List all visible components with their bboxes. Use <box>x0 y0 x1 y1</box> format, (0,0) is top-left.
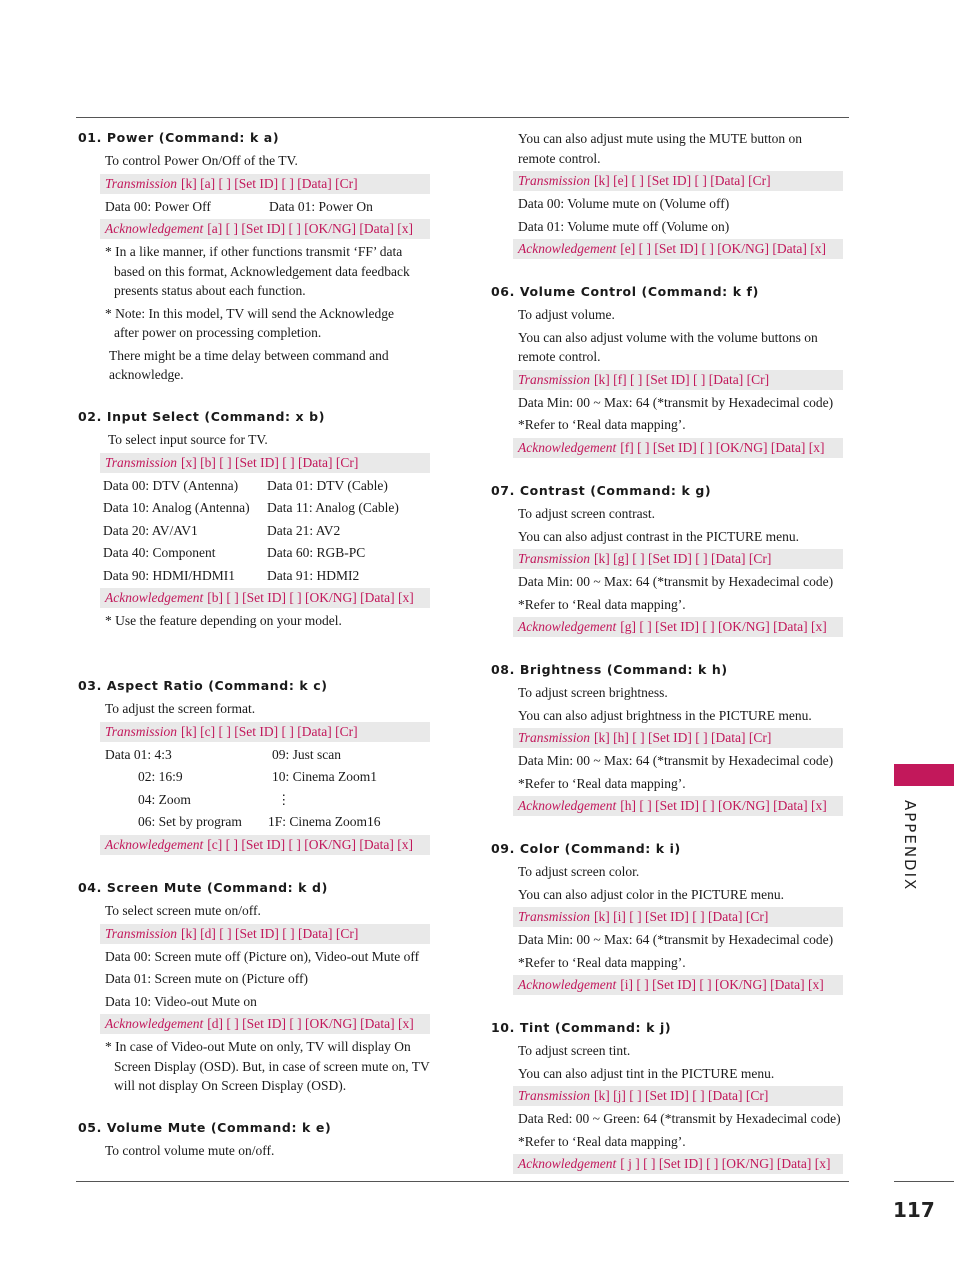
data-value: Data 91: HDMI2 <box>267 567 360 583</box>
transmission-label: Transmission <box>518 730 591 745</box>
transmission-row <box>513 728 843 748</box>
acknowledgement-row <box>513 617 843 637</box>
section-description: To adjust volume. <box>518 307 615 322</box>
transmission-label: Transmission <box>518 551 591 566</box>
acknowledgement-label: Acknowledgement <box>105 1016 204 1031</box>
acknowledgement-label: Acknowledgement <box>518 619 617 634</box>
data-range: Data Min: 00 ~ Max: 64 (*transmit by Hexadecimal code) <box>518 394 834 410</box>
transmission-format: [k] [a] [ ] [Set ID] [ ] [Data] [Cr] <box>181 175 358 191</box>
acknowledgement-label: Acknowledgement <box>105 836 204 852</box>
appendix-tab-marker <box>894 764 954 786</box>
data-value: 04: Zoom <box>138 791 191 807</box>
section-volume-mute <box>76 1119 436 1164</box>
data-value: Data 60: RGB-PC <box>267 545 366 560</box>
transmission-row <box>100 924 430 944</box>
data-value: Data 10: Video-out Mute on <box>105 993 257 1009</box>
transmission-row <box>100 174 430 194</box>
transmission-row <box>513 907 843 927</box>
transmission-format: [k] [e] [ ] [Set ID] [ ] [Data] [Cr] <box>594 173 771 188</box>
transmission-label: Transmission <box>105 925 178 941</box>
acknowledgement-format: [i] [ ] [Set ID] [ ] [OK/NG] [Data] [x] <box>620 977 824 992</box>
reference-note: *Refer to ‘Real data mapping’. <box>518 775 686 791</box>
data-pair <box>76 543 436 563</box>
data-value: 09: Just scan <box>272 746 341 762</box>
acknowledgement-label: Acknowledgement <box>518 798 617 813</box>
section-description: To adjust screen brightness. <box>518 685 668 700</box>
data-value: Data 00: DTV (Antenna) <box>103 477 239 493</box>
acknowledgement-label: Acknowledgement <box>518 1156 617 1171</box>
acknowledgement-row <box>100 835 430 855</box>
reference-note: *Refer to ‘Real data mapping’. <box>518 417 686 432</box>
data-pair <box>76 476 436 496</box>
section-description: To adjust screen tint. <box>518 1043 631 1058</box>
transmission-format: [k] [c] [ ] [Set ID] [ ] [Data] [Cr] <box>181 723 358 739</box>
acknowledgement-format: [f] [ ] [Set ID] [ ] [OK/NG] [Data] [x] <box>620 439 825 455</box>
data-pair <box>76 767 436 787</box>
transmission-label: Transmission <box>518 173 591 188</box>
data-pair <box>76 498 436 518</box>
acknowledgement-format: [c] [ ] [Set ID] [ ] [OK/NG] [Data] [x] <box>207 836 414 852</box>
section-heading: 08. Brightness (Command: k h) <box>491 662 728 677</box>
top-rule <box>76 117 849 118</box>
note: There might be a time delay between command and acknowledge. <box>109 347 389 382</box>
section-description: You can also adjust volume with the volume buttons on remote control. <box>518 329 818 364</box>
acknowledgement-label: Acknowledgement <box>518 977 617 992</box>
acknowledgement-row <box>513 975 843 995</box>
data-value: 1F: Cinema Zoom16 <box>268 814 381 829</box>
page-number-rule <box>894 1181 954 1182</box>
section-description: You can also adjust color in the PICTURE menu. <box>518 886 784 902</box>
acknowledgement-format: [g] [ ] [Set ID] [ ] [OK/NG] [Data] [x] <box>620 619 827 634</box>
data-range: Data Red: 00 ~ Green: 64 (*transmit by Hexadecimal code) <box>518 1111 841 1126</box>
transmission-row <box>513 370 843 390</box>
note: * Note: In this model, TV will send the Acknowledge after power on processing completion. <box>105 305 394 340</box>
section-heading: 10. Tint (Command: k j) <box>491 1020 672 1035</box>
transmission-label: Transmission <box>518 1088 591 1103</box>
data-value: Data 01: Volume mute off (Volume on) <box>518 218 730 234</box>
data-value: Data 20: AV/AV1 <box>103 522 198 538</box>
section-color <box>489 840 849 998</box>
section-heading: 09. Color (Command: k i) <box>491 841 681 856</box>
section-description: You can also adjust tint in the PICTURE menu. <box>518 1065 775 1081</box>
section-heading: 04. Screen Mute (Command: k d) <box>78 880 328 895</box>
transmission-format: [x] [b] [ ] [Set ID] [ ] [Data] [Cr] <box>181 454 359 470</box>
acknowledgement-format: [ j ] [ ] [Set ID] [ ] [OK/NG] [Data] [x] <box>620 1156 831 1171</box>
data-value: Data 90: HDMI/HDMI1 <box>103 567 235 583</box>
note: * In case of Video-out Mute on only, TV will display On Screen Display (OSD). But, in case of screen mute on, TV will not display On Screen Display (OSD). <box>105 1039 430 1093</box>
transmission-format: [k] [i] [ ] [Set ID] [ ] [Data] [Cr] <box>594 909 769 924</box>
data-value: Data 01: Power On <box>269 198 373 214</box>
section-volume-control <box>489 283 849 461</box>
section-input-select <box>76 408 436 634</box>
transmission-format: [k] [g] [ ] [Set ID] [ ] [Data] [Cr] <box>594 551 772 566</box>
data-value: 06: Set by program <box>138 814 242 829</box>
transmission-row <box>513 1086 843 1106</box>
acknowledgement-format: [h] [ ] [Set ID] [ ] [OK/NG] [Data] [x] <box>620 798 827 813</box>
page-number: 117 <box>893 1198 935 1222</box>
data-pair <box>76 521 436 541</box>
transmission-row <box>513 171 843 191</box>
section-description: To select screen mute on/off. <box>105 903 261 918</box>
section-heading: 05. Volume Mute (Command: k e) <box>78 1120 332 1135</box>
section-heading: 07. Contrast (Command: k g) <box>491 483 712 498</box>
section-description: You can also adjust contrast in the PICTURE menu. <box>518 528 799 544</box>
data-pair <box>76 197 436 217</box>
transmission-label: Transmission <box>105 454 178 470</box>
data-value: 02: 16:9 <box>138 769 183 784</box>
acknowledgement-label: Acknowledgement <box>105 221 204 236</box>
section-description: To control Power On/Off of the TV. <box>105 153 298 168</box>
section-description: You can also adjust mute using the MUTE button on remote control. <box>518 131 802 166</box>
transmission-label: Transmission <box>518 371 591 387</box>
data-value: Data 01: DTV (Cable) <box>267 477 388 493</box>
section-screen-mute <box>76 879 436 1099</box>
data-value: Data 00: Screen mute off (Picture on), Video-out Mute off <box>105 948 420 964</box>
data-value: Data 01: 4:3 <box>105 746 172 762</box>
section-tint <box>489 1019 849 1177</box>
ellipsis: ⋮ <box>277 791 291 807</box>
data-range: Data Min: 00 ~ Max: 64 (*transmit by Hexadecimal code) <box>518 574 834 589</box>
transmission-row <box>100 453 430 473</box>
acknowledgement-label: Acknowledgement <box>518 439 617 455</box>
reference-note: *Refer to ‘Real data mapping’. <box>518 954 686 970</box>
data-pair <box>76 790 436 810</box>
transmission-row <box>100 722 430 742</box>
transmission-format: [k] [j] [ ] [Set ID] [ ] [Data] [Cr] <box>594 1088 769 1103</box>
section-side-label: APPENDIX <box>901 800 919 892</box>
acknowledgement-row <box>100 1014 430 1034</box>
data-pair <box>76 812 436 832</box>
transmission-label: Transmission <box>105 175 178 191</box>
section-volume-mute-cont <box>489 129 849 262</box>
data-value: Data 00: Power Off <box>105 198 211 214</box>
section-description: To adjust screen contrast. <box>518 506 656 521</box>
section-description: You can also adjust brightness in the PICTURE menu. <box>518 707 812 723</box>
acknowledgement-row <box>513 796 843 816</box>
bottom-rule <box>76 1181 849 1182</box>
transmission-format: [k] [d] [ ] [Set ID] [ ] [Data] [Cr] <box>181 925 359 941</box>
acknowledgement-row <box>100 219 430 239</box>
acknowledgement-row <box>100 588 430 608</box>
note: * Use the feature depending on your model. <box>105 613 342 628</box>
section-description: To control volume mute on/off. <box>105 1143 275 1158</box>
section-brightness <box>489 661 849 819</box>
data-pair <box>76 566 436 586</box>
section-description: To adjust screen color. <box>518 864 640 879</box>
section-description: To adjust the screen format. <box>105 701 256 716</box>
section-description: To select input source for TV. <box>108 432 268 447</box>
acknowledgement-row <box>513 1154 843 1174</box>
section-heading: 06. Volume Control (Command: k f) <box>491 284 759 299</box>
data-range: Data Min: 00 ~ Max: 64 (*transmit by Hexadecimal code) <box>518 932 834 947</box>
section-heading: 02. Input Select (Command: x b) <box>78 409 326 424</box>
reference-note: *Refer to ‘Real data mapping’. <box>518 596 686 612</box>
section-heading: 03. Aspect Ratio (Command: k c) <box>78 678 328 693</box>
acknowledgement-label: Acknowledgement <box>518 241 617 256</box>
transmission-label: Transmission <box>105 723 178 739</box>
data-value: 10: Cinema Zoom1 <box>272 769 377 784</box>
data-value: Data 10: Analog (Antenna) <box>103 500 250 515</box>
data-pair <box>76 745 436 765</box>
transmission-label: Transmission <box>518 909 591 924</box>
transmission-format: [k] [f] [ ] [Set ID] [ ] [Data] [Cr] <box>594 371 770 387</box>
note: * In a like manner, if other functions transmit ‘FF’ data based on this format, Acknowledgement data feedback presents status about each function. <box>105 244 410 298</box>
acknowledgement-format: [e] [ ] [Set ID] [ ] [OK/NG] [Data] [x] <box>620 241 827 256</box>
data-value: Data 00: Volume mute on (Volume off) <box>518 196 730 211</box>
data-value: Data 11: Analog (Cable) <box>267 500 399 515</box>
data-value: Data 01: Screen mute on (Picture off) <box>105 971 308 986</box>
transmission-format: [k] [h] [ ] [Set ID] [ ] [Data] [Cr] <box>594 730 772 745</box>
data-range: Data Min: 00 ~ Max: 64 (*transmit by Hexadecimal code) <box>518 753 834 768</box>
acknowledgement-label: Acknowledgement <box>105 590 204 605</box>
acknowledgement-format: [d] [ ] [Set ID] [ ] [OK/NG] [Data] [x] <box>207 1016 414 1031</box>
section-power <box>76 129 436 388</box>
acknowledgement-row <box>513 438 843 458</box>
acknowledgement-format: [b] [ ] [Set ID] [ ] [OK/NG] [Data] [x] <box>207 590 414 605</box>
acknowledgement-format: [a] [ ] [Set ID] [ ] [OK/NG] [Data] [x] <box>207 221 414 236</box>
section-heading: 01. Power (Command: k a) <box>78 130 280 145</box>
acknowledgement-row <box>513 239 843 259</box>
section-aspect-ratio <box>76 677 436 858</box>
section-contrast <box>489 482 849 640</box>
reference-note: *Refer to ‘Real data mapping’. <box>518 1133 686 1149</box>
transmission-row <box>513 549 843 569</box>
data-value: Data 40: Component <box>103 545 216 560</box>
data-value: Data 21: AV2 <box>267 522 341 538</box>
